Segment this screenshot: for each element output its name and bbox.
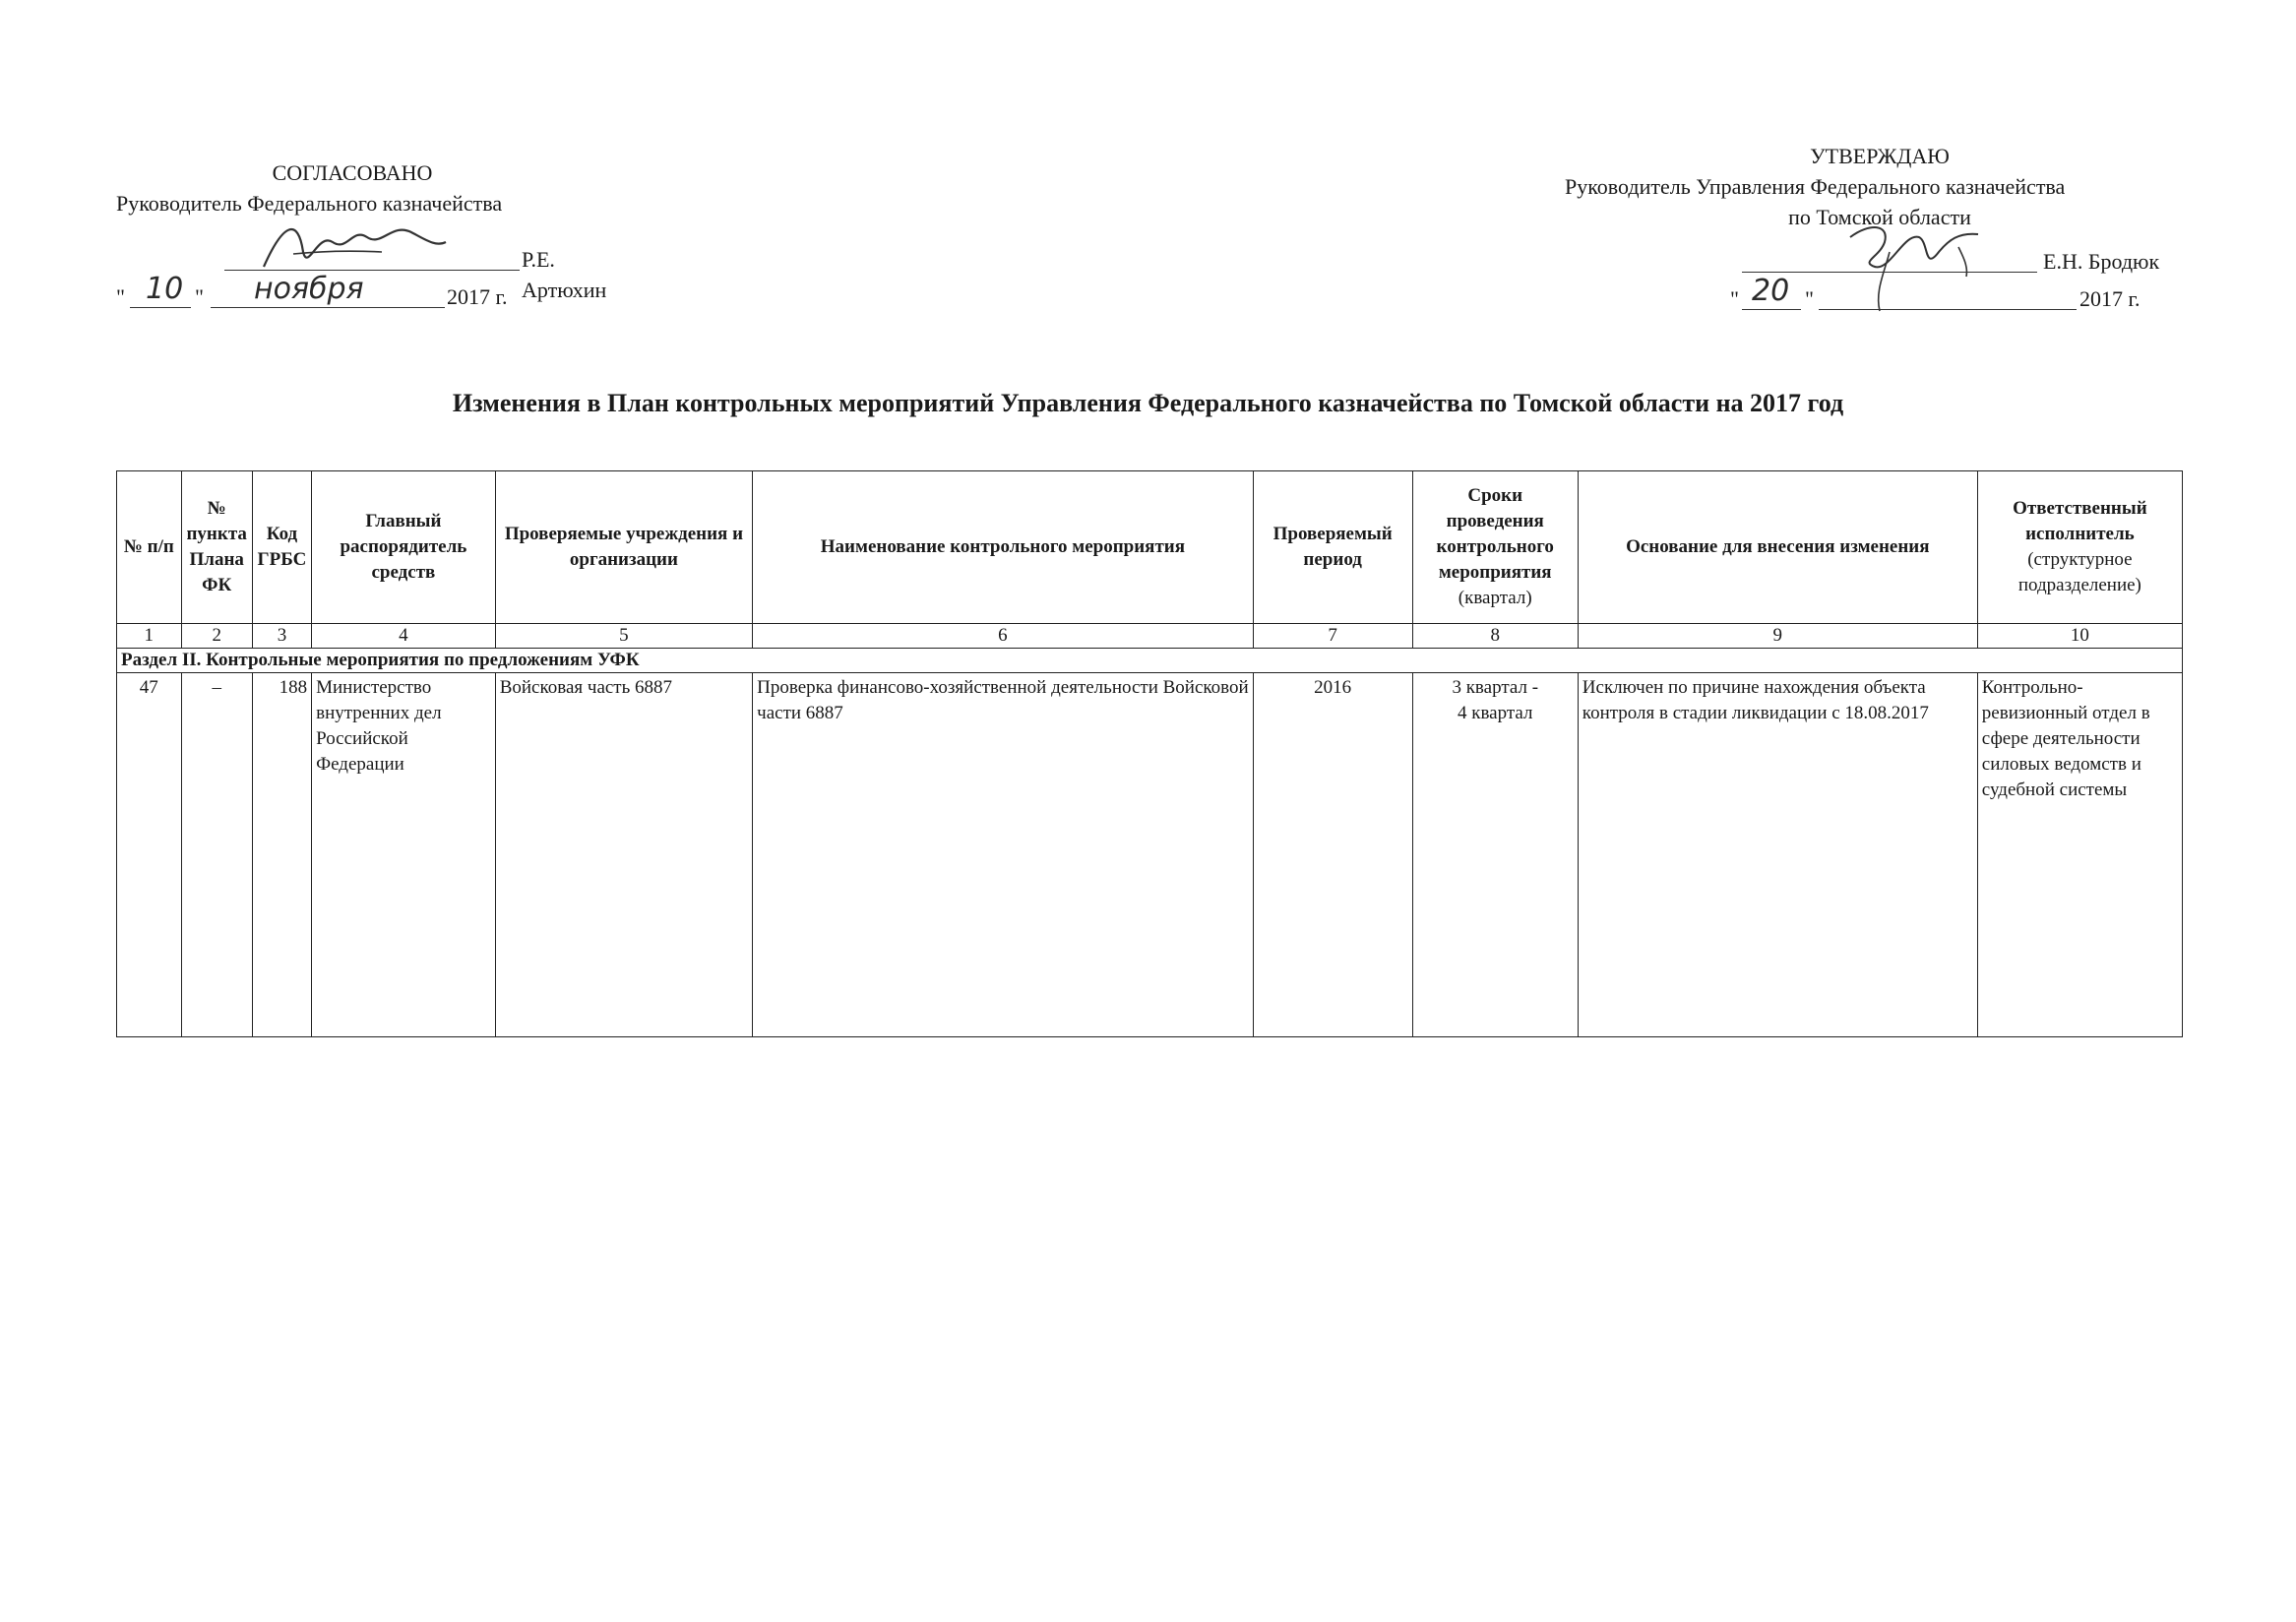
cell-event-name: Проверка финансово-хозяйственной деятельности Войсковой части 6887 (753, 673, 1254, 1037)
right-approval-block (1565, 141, 2195, 317)
section-row (117, 649, 2183, 673)
left-date-quote-close: " (195, 284, 204, 309)
right-date-day: 20 (1752, 274, 1790, 308)
cell-organization: Войсковая часть 6887 (495, 673, 752, 1037)
column-number: 6 (753, 624, 1254, 649)
document-title: Изменения в План контрольных мероприятий Управления Федерального казначейства по Томской области на 2017 год (452, 389, 1844, 417)
header-period: Проверяемый период (1253, 471, 1412, 624)
column-number: 9 (1578, 624, 1977, 649)
right-approval-position-line1: Руководитель Управления Федерального казначейства (1565, 174, 2066, 199)
header-main-manager: Главный распорядитель средств (312, 471, 496, 624)
left-date-row (116, 272, 589, 315)
column-number: 7 (1253, 624, 1412, 649)
right-date-quote-open: " (1730, 286, 1739, 311)
section-title: Раздел II. Контрольные мероприятия по предложениям УФК (117, 649, 2183, 673)
left-date-year: 2017 г. (447, 284, 508, 309)
left-month-line (211, 307, 445, 308)
header-organizations: Проверяемые учреждения и организации (495, 471, 752, 624)
left-approval-block (116, 157, 607, 315)
cell-responsible: Контрольно-ревизионный отдел в сфере деятельности силовых ведомств и судебной системы (1977, 673, 2182, 1037)
header-responsible-label: Ответственный исполнитель (2013, 498, 2147, 544)
column-number: 5 (495, 624, 752, 649)
plan-table (116, 470, 2183, 1037)
left-approval-heading: СОГЛАСОВАНО (272, 160, 433, 185)
header-terms-label: Сроки проведения контрольного мероприятия (1436, 485, 1554, 583)
left-day-line (130, 307, 191, 308)
header-reason: Основание для внесения изменения (1578, 471, 1977, 624)
left-approval-position: Руководитель Федерального казначейства (116, 191, 503, 216)
column-number: 3 (252, 624, 311, 649)
header-terms (1412, 471, 1578, 624)
column-numbers-row (117, 624, 2183, 649)
column-number: 1 (117, 624, 182, 649)
right-approval-position-line2: по Томской области (1788, 205, 1971, 229)
column-number: 4 (312, 624, 496, 649)
column-number: 2 (181, 624, 252, 649)
cell-terms-line2: 4 квартал (1457, 703, 1533, 723)
cell-period: 2016 (1253, 673, 1412, 1037)
cell-grbs-code: 188 (252, 673, 311, 1037)
right-approval-heading: УТВЕРЖДАЮ (1810, 144, 1950, 168)
cell-terms-line1: 3 квартал - (1452, 677, 1539, 698)
header-plan-item: № пункта Плана ФК (181, 471, 252, 624)
cell-reason: Исключен по причине нахождения объекта контроля в стадии ликвидации с 18.08.2017 (1578, 673, 1977, 1037)
table-row (117, 673, 2183, 1037)
column-number: 10 (1977, 624, 2182, 649)
right-day-line (1742, 309, 1801, 310)
cell-plan-item: – (181, 673, 252, 1037)
cell-terms (1412, 673, 1578, 1037)
left-date-day: 10 (146, 272, 184, 306)
right-approver-name: Е.Н. Бродюк (2043, 249, 2160, 274)
right-signature-row (1565, 242, 2195, 280)
right-date-year: 2017 г. (2079, 286, 2141, 311)
cell-main-manager: Министерство внутренних дел Российской Федерации (312, 673, 496, 1037)
table-header-row (117, 471, 2183, 624)
left-approver-name: Р.Е. Артюхин (522, 247, 607, 302)
left-date-quote-open: " (116, 284, 125, 309)
right-date-row (1565, 274, 2195, 317)
right-month-line (1819, 309, 2077, 310)
header-event-name: Наименование контрольного мероприятия (753, 471, 1254, 624)
right-date-quote-close: " (1805, 286, 1814, 311)
left-date-month: ноября (254, 272, 364, 306)
cell-num: 47 (117, 673, 182, 1037)
header-num: № п/п (117, 471, 182, 624)
header-responsible-note: (структурное подразделение) (2017, 549, 2141, 595)
header-terms-note: (квартал) (1458, 588, 1532, 608)
header-grbs-code: Код ГРБС (252, 471, 311, 624)
header-responsible (1977, 471, 2182, 624)
column-number: 8 (1412, 624, 1578, 649)
